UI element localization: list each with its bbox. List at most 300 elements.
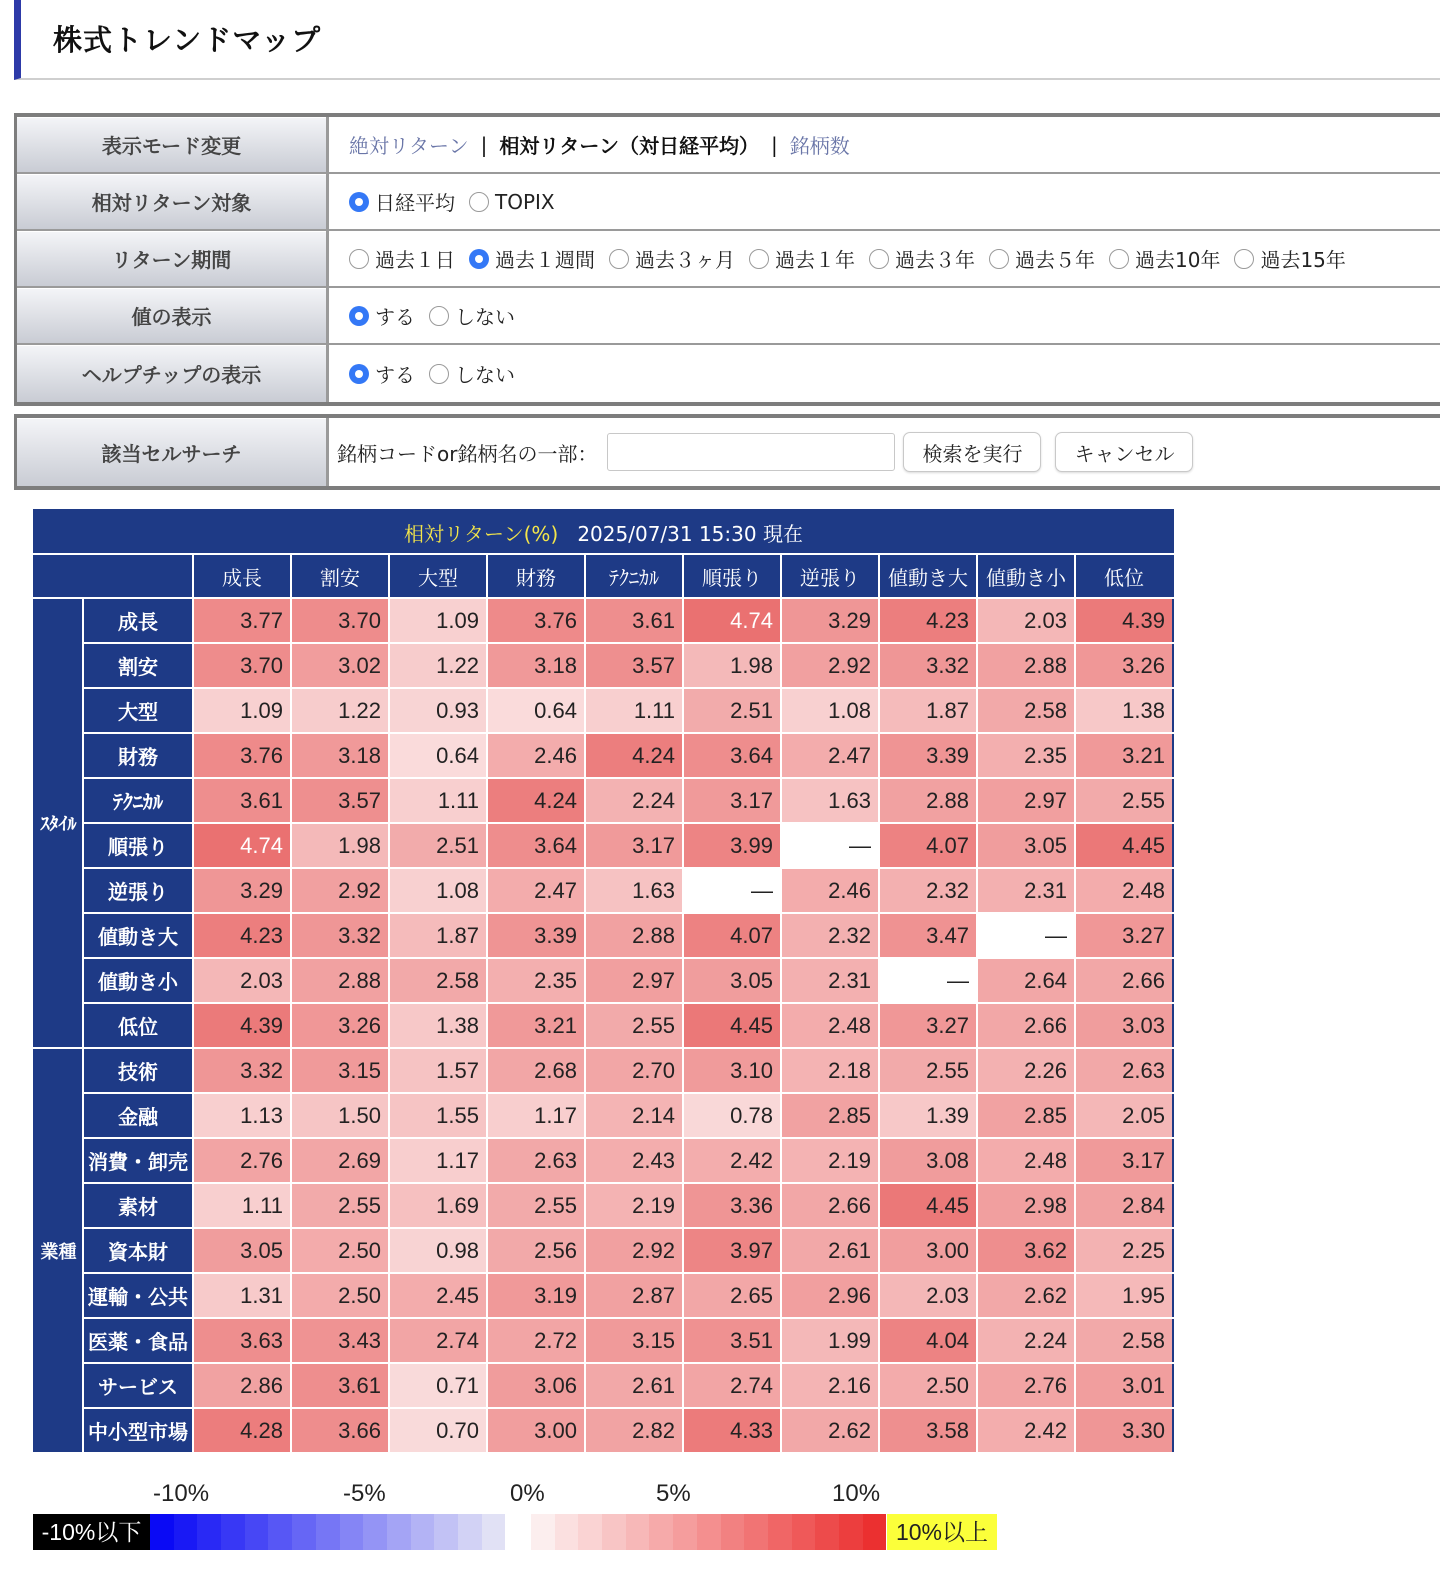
heatmap-cell[interactable]: 2.72 (487, 1318, 585, 1363)
heatmap-cell[interactable]: 4.39 (193, 1003, 291, 1048)
heatmap-cell[interactable]: 2.55 (487, 1183, 585, 1228)
heatmap-cell[interactable]: 2.58 (389, 958, 487, 1003)
show-helpchip-label: ヘルプチップの表示 (17, 345, 329, 402)
row-header: 中小型市場 (83, 1408, 193, 1453)
legend-swatch (673, 1514, 697, 1550)
heatmap-cell[interactable]: 1.11 (193, 1183, 291, 1228)
heatmap-cell[interactable]: 2.76 (193, 1138, 291, 1183)
return-period-row (17, 231, 1440, 288)
heatmap-cell[interactable]: 2.87 (585, 1273, 683, 1318)
group-header: ｽﾀｲﾙ (34, 598, 83, 1048)
heatmap-cell[interactable]: 2.82 (585, 1408, 683, 1453)
table-row (34, 1003, 1173, 1048)
heatmap-cell[interactable]: 4.07 (683, 913, 781, 958)
heatmap-cell[interactable]: 3.64 (683, 733, 781, 778)
heatmap-cell[interactable]: 2.66 (781, 1183, 879, 1228)
radio-option[interactable] (349, 187, 455, 216)
column-header-row (34, 554, 1173, 598)
legend-swatch (363, 1514, 387, 1550)
heatmap-cell[interactable]: 2.63 (1075, 1048, 1173, 1093)
heatmap-cell[interactable]: 1.69 (389, 1183, 487, 1228)
heatmap-cell[interactable]: 2.62 (781, 1408, 879, 1453)
table-row (34, 823, 1173, 868)
search-input[interactable] (607, 433, 895, 471)
legend-swatch (602, 1514, 626, 1550)
heatmap-cell[interactable]: 3.27 (1075, 913, 1173, 958)
heatmap-cell[interactable]: 2.55 (585, 1003, 683, 1048)
header-corner (34, 554, 193, 598)
radio-unchecked-icon[interactable] (869, 249, 889, 269)
heatmap-cell[interactable]: 3.17 (683, 778, 781, 823)
heatmap-cell[interactable]: 3.06 (487, 1363, 585, 1408)
heatmap-cell[interactable]: 3.99 (683, 823, 781, 868)
column-header: 逆張り (781, 554, 879, 598)
legend-low-swatch: -10%以下 (33, 1514, 150, 1550)
radio-checked-icon[interactable] (469, 249, 489, 269)
heatmap-cell[interactable]: 1.55 (389, 1093, 487, 1138)
show-helpchip-row (17, 345, 1440, 402)
heatmap-cell[interactable]: 2.25 (1075, 1228, 1173, 1273)
heatmap-cell[interactable]: 3.18 (291, 733, 389, 778)
heatmap-cell[interactable]: 2.31 (781, 958, 879, 1003)
heatmap-cell[interactable]: 2.55 (1075, 778, 1173, 823)
heatmap-cell[interactable]: 3.21 (1075, 733, 1173, 778)
heatmap-cell[interactable]: 4.45 (683, 1003, 781, 1048)
row-header: 財務 (83, 733, 193, 778)
heatmap-cell[interactable]: 1.57 (389, 1048, 487, 1093)
radio-label: 過去１週間 (495, 248, 595, 272)
heatmap-cell[interactable]: 3.39 (487, 913, 585, 958)
table-row (34, 733, 1173, 778)
caption-row (34, 510, 1173, 554)
heatmap-cell[interactable]: 2.05 (1075, 1093, 1173, 1138)
heatmap-cell[interactable]: 2.68 (487, 1048, 585, 1093)
heatmap-cell[interactable]: 3.15 (585, 1318, 683, 1363)
heatmap-cell[interactable]: 2.35 (487, 958, 585, 1003)
table-row (34, 1228, 1173, 1273)
radio-option[interactable] (869, 244, 975, 273)
radio-checked-icon[interactable] (349, 192, 369, 212)
heatmap-cell[interactable]: 4.39 (1075, 598, 1173, 643)
radio-label: 過去５年 (1015, 248, 1095, 272)
heatmap-cell[interactable]: 3.27 (879, 1003, 977, 1048)
heatmap-cell[interactable]: 4.23 (879, 598, 977, 643)
radio-unchecked-icon[interactable] (469, 192, 489, 212)
heatmap-cell[interactable]: 2.03 (977, 598, 1075, 643)
radio-option[interactable] (609, 244, 735, 273)
heatmap-cell[interactable]: 3.18 (487, 643, 585, 688)
heatmap-cell[interactable]: 3.64 (487, 823, 585, 868)
heatmap-cell[interactable]: 3.39 (879, 733, 977, 778)
radio-option[interactable] (469, 244, 595, 273)
heatmap-cell[interactable]: 2.55 (879, 1048, 977, 1093)
radio-unchecked-icon[interactable] (429, 306, 449, 326)
heatmap-cell[interactable]: 4.74 (193, 823, 291, 868)
heatmap-cell[interactable]: 1.98 (683, 643, 781, 688)
heatmap-cell[interactable]: 1.63 (585, 868, 683, 913)
radio-label: 過去１日 (375, 248, 455, 272)
heatmap-cell[interactable]: 2.48 (977, 1138, 1075, 1183)
heatmap-cell[interactable]: 3.05 (193, 1228, 291, 1273)
radio-unchecked-icon[interactable] (1109, 249, 1129, 269)
relative-target-row (17, 174, 1440, 231)
radio-label: 過去１年 (775, 248, 855, 272)
heatmap-cell[interactable]: 0.78 (683, 1093, 781, 1138)
heatmap-cell[interactable]: 1.39 (879, 1093, 977, 1138)
legend-swatch (150, 1514, 174, 1550)
heatmap-cell[interactable]: 0.64 (389, 733, 487, 778)
legend-swatch (578, 1514, 602, 1550)
table-row (34, 1183, 1173, 1228)
heatmap-cell[interactable]: 1.98 (291, 823, 389, 868)
legend-high-swatch: 10%以上 (887, 1514, 997, 1550)
display-mode-options (329, 117, 1440, 172)
heatmap-cell[interactable]: 2.76 (977, 1363, 1075, 1408)
heatmap-cell[interactable]: 1.17 (487, 1093, 585, 1138)
radio-option[interactable] (349, 244, 455, 273)
radio-option[interactable] (429, 301, 515, 330)
column-header: 低位 (1075, 554, 1173, 598)
heatmap-cell[interactable]: — (977, 913, 1075, 958)
heatmap-cell[interactable]: 2.97 (585, 958, 683, 1003)
heatmap-cell[interactable]: 4.45 (879, 1183, 977, 1228)
radio-checked-icon[interactable] (349, 306, 369, 326)
heatmap-cell[interactable]: 3.17 (585, 823, 683, 868)
heatmap-table (33, 509, 1174, 1454)
heatmap-cell[interactable]: 1.63 (781, 778, 879, 823)
heatmap-cell[interactable]: 3.05 (683, 958, 781, 1003)
radio-option[interactable] (349, 359, 415, 388)
search-submit-button[interactable]: 検索を実行 (903, 432, 1041, 472)
heatmap-cell[interactable]: 2.26 (977, 1048, 1075, 1093)
heatmap-cell[interactable]: 4.74 (683, 598, 781, 643)
legend-tick: 5% (656, 1480, 691, 1507)
heatmap-cell[interactable]: 3.05 (977, 823, 1075, 868)
radio-option[interactable] (1109, 244, 1220, 273)
heatmap-cell[interactable]: 3.47 (879, 913, 977, 958)
group-header: 業種 (34, 1048, 83, 1453)
heatmap-cell[interactable]: 2.92 (781, 643, 879, 688)
legend-swatch (697, 1514, 721, 1550)
heatmap-cell[interactable]: 1.08 (389, 868, 487, 913)
heatmap-cell[interactable]: 1.17 (389, 1138, 487, 1183)
search-label: 該当セルサーチ (17, 418, 329, 486)
heatmap-cell[interactable]: 3.21 (487, 1003, 585, 1048)
heatmap-cell[interactable]: 2.69 (291, 1138, 389, 1183)
legend-swatch (768, 1514, 792, 1550)
column-header: 割安 (291, 554, 389, 598)
heatmap-cell[interactable]: 2.61 (585, 1363, 683, 1408)
heatmap-cell[interactable]: 2.35 (977, 733, 1075, 778)
heatmap-cell[interactable]: 2.88 (879, 778, 977, 823)
return-period-label: リターン期間 (17, 231, 329, 286)
heatmap-cell[interactable]: 0.70 (389, 1408, 487, 1453)
heatmap-cell[interactable]: 2.61 (781, 1228, 879, 1273)
heatmap-cell[interactable]: 3.43 (291, 1318, 389, 1363)
heatmap-cell[interactable]: 3.32 (193, 1048, 291, 1093)
heatmap-cell[interactable]: 2.24 (585, 778, 683, 823)
heatmap-cell[interactable]: 2.46 (487, 733, 585, 778)
show-values-label: 値の表示 (17, 288, 329, 343)
heatmap-cell[interactable]: 0.64 (487, 688, 585, 733)
heatmap-cell[interactable]: 2.03 (879, 1273, 977, 1318)
heatmap-cell[interactable]: 2.42 (977, 1408, 1075, 1453)
row-header: 低位 (83, 1003, 193, 1048)
heatmap-cell[interactable]: 3.62 (977, 1228, 1075, 1273)
mode-absolute-link[interactable]: 絶対リターン (349, 134, 469, 158)
heatmap-cell[interactable]: 1.09 (193, 688, 291, 733)
heatmap-cell[interactable]: 2.51 (389, 823, 487, 868)
heatmap-cell[interactable]: 2.42 (683, 1138, 781, 1183)
heatmap-cell[interactable]: 3.26 (1075, 643, 1173, 688)
caption-timestamp: 2025/07/31 15:30 現在 (577, 521, 803, 546)
show-values-row (17, 288, 1440, 345)
heatmap-cell[interactable]: 4.45 (1075, 823, 1173, 868)
heatmap-cell[interactable]: 1.38 (1075, 688, 1173, 733)
heatmap-cell[interactable]: 1.31 (193, 1273, 291, 1318)
heatmap-cell[interactable]: 2.92 (585, 1228, 683, 1273)
heatmap-cell[interactable]: 2.19 (585, 1183, 683, 1228)
heatmap-cell[interactable]: 3.01 (1075, 1363, 1173, 1408)
heatmap-cell[interactable]: 4.33 (683, 1408, 781, 1453)
heatmap-cell[interactable]: 1.11 (585, 688, 683, 733)
page-header (14, 0, 1440, 80)
heatmap-cell[interactable]: 3.26 (291, 1003, 389, 1048)
legend-swatch (292, 1514, 316, 1550)
heatmap-cell[interactable]: 2.88 (291, 958, 389, 1003)
heatmap-cell[interactable]: 4.07 (879, 823, 977, 868)
radio-unchecked-icon[interactable] (349, 249, 369, 269)
settings-panel (14, 113, 1440, 406)
column-header: ﾃｸﾆｶﾙ (585, 554, 683, 598)
mode-count-link[interactable]: 銘柄数 (789, 134, 850, 158)
heatmap-cell[interactable]: 3.57 (585, 643, 683, 688)
heatmap-cell[interactable]: 1.87 (389, 913, 487, 958)
legend-swatch (458, 1514, 482, 1550)
heatmap-cell[interactable]: 2.64 (977, 958, 1075, 1003)
legend-swatch (174, 1514, 198, 1550)
search-row (17, 418, 1440, 486)
heatmap-cell[interactable]: 3.00 (879, 1228, 977, 1273)
heatmap-cell[interactable]: 4.28 (193, 1408, 291, 1453)
heatmap-cell[interactable]: 3.36 (683, 1183, 781, 1228)
show-helpchip-options (329, 345, 1440, 402)
heatmap-cell[interactable]: 2.50 (291, 1228, 389, 1273)
heatmap-cell[interactable]: 4.04 (879, 1318, 977, 1363)
search-cancel-button[interactable]: キャンセル (1055, 432, 1193, 472)
heatmap-cell[interactable]: 2.63 (487, 1138, 585, 1183)
heatmap-cell[interactable]: 1.38 (389, 1003, 487, 1048)
heatmap-cell[interactable]: 2.74 (683, 1363, 781, 1408)
heatmap-cell[interactable]: — (683, 868, 781, 913)
heatmap-cell[interactable]: 2.58 (977, 688, 1075, 733)
radio-option[interactable] (429, 359, 515, 388)
heatmap-cell[interactable]: 1.22 (389, 643, 487, 688)
heatmap-cell[interactable]: 2.47 (487, 868, 585, 913)
heatmap-cell[interactable]: 2.66 (1075, 958, 1173, 1003)
heatmap-cell[interactable]: 3.32 (291, 913, 389, 958)
radio-option[interactable] (349, 301, 415, 330)
heatmap-wrapper (33, 509, 1174, 1454)
heatmap-cell[interactable]: 3.08 (879, 1138, 977, 1183)
table-row (34, 1273, 1173, 1318)
legend-swatch (221, 1514, 245, 1550)
heatmap-cell[interactable]: 2.66 (977, 1003, 1075, 1048)
radio-label: 過去３年 (895, 248, 975, 272)
heatmap-cell[interactable]: 1.95 (1075, 1273, 1173, 1318)
return-period-options (329, 231, 1440, 286)
heatmap-cell[interactable]: 3.03 (1075, 1003, 1173, 1048)
heatmap-cell[interactable]: 3.29 (193, 868, 291, 913)
heatmap-cell[interactable]: 2.03 (193, 958, 291, 1003)
radio-unchecked-icon[interactable] (989, 249, 1009, 269)
heatmap-cell[interactable]: 3.30 (1075, 1408, 1173, 1453)
heatmap-cell[interactable]: 2.24 (977, 1318, 1075, 1363)
heatmap-cell[interactable]: 3.10 (683, 1048, 781, 1093)
heatmap-cell[interactable]: 3.70 (291, 598, 389, 643)
heatmap-cell[interactable]: 2.16 (781, 1363, 879, 1408)
table-row (34, 958, 1173, 1003)
heatmap-cell[interactable]: 2.14 (585, 1093, 683, 1138)
heatmap-cell[interactable]: 2.43 (585, 1138, 683, 1183)
heatmap-cell[interactable]: 2.32 (879, 868, 977, 913)
row-header: 値動き大 (83, 913, 193, 958)
column-header: 成長 (193, 554, 291, 598)
heatmap-cell[interactable]: 3.63 (193, 1318, 291, 1363)
heatmap-cell[interactable]: 2.84 (1075, 1183, 1173, 1228)
search-prompt: 銘柄コードor銘柄名の一部： (337, 441, 598, 466)
heatmap-cell[interactable]: 2.85 (781, 1093, 879, 1138)
legend-swatch (387, 1514, 411, 1550)
table-row (34, 598, 1173, 643)
heatmap-cell[interactable]: 3.29 (781, 598, 879, 643)
mode-relative-current: 相対リターン（対日経平均） (499, 134, 759, 158)
heatmap-cell[interactable]: 1.08 (781, 688, 879, 733)
heatmap-cell[interactable]: 0.93 (389, 688, 487, 733)
radio-label: しない (455, 305, 515, 329)
row-header: 医薬・食品 (83, 1318, 193, 1363)
show-values-options (329, 288, 1440, 343)
heatmap-cell[interactable]: 3.70 (193, 643, 291, 688)
heatmap-cell[interactable]: 2.47 (781, 733, 879, 778)
table-row (34, 1408, 1173, 1453)
heatmap-cell[interactable]: 2.62 (977, 1273, 1075, 1318)
search-panel (14, 414, 1440, 490)
heatmap-cell[interactable]: 2.92 (291, 868, 389, 913)
heatmap-cell[interactable]: 2.50 (879, 1363, 977, 1408)
heatmap-cell[interactable]: 2.88 (977, 643, 1075, 688)
heatmap-cell[interactable]: 3.58 (879, 1408, 977, 1453)
heatmap-cell[interactable]: 2.56 (487, 1228, 585, 1273)
heatmap-cell[interactable]: 2.85 (977, 1093, 1075, 1138)
radio-option[interactable] (989, 244, 1095, 273)
radio-unchecked-icon[interactable] (609, 249, 629, 269)
heatmap-cell[interactable]: 2.18 (781, 1048, 879, 1093)
heatmap-cell[interactable]: 3.61 (585, 598, 683, 643)
heatmap-cell[interactable]: 3.17 (1075, 1138, 1173, 1183)
heatmap-cell[interactable]: 3.19 (487, 1273, 585, 1318)
heatmap-cell[interactable]: 3.77 (193, 598, 291, 643)
heatmap-cell[interactable]: 3.51 (683, 1318, 781, 1363)
column-header: 値動き小 (977, 554, 1075, 598)
heatmap-cell[interactable]: — (879, 958, 977, 1003)
heatmap-cell[interactable]: 3.02 (291, 643, 389, 688)
heatmap-cell[interactable]: 3.76 (193, 733, 291, 778)
heatmap-cell[interactable]: 1.99 (781, 1318, 879, 1363)
radio-checked-icon[interactable] (349, 364, 369, 384)
radio-unchecked-icon[interactable] (429, 364, 449, 384)
heatmap-cell[interactable]: 2.88 (585, 913, 683, 958)
heatmap-cell[interactable]: 3.00 (487, 1408, 585, 1453)
heatmap-cell[interactable]: 2.86 (193, 1363, 291, 1408)
heatmap-cell[interactable]: 0.98 (389, 1228, 487, 1273)
radio-unchecked-icon[interactable] (1234, 249, 1254, 269)
heatmap-cell[interactable]: 2.74 (389, 1318, 487, 1363)
radio-option[interactable] (469, 190, 555, 214)
radio-unchecked-icon[interactable] (749, 249, 769, 269)
heatmap-cell[interactable]: 2.55 (291, 1183, 389, 1228)
heatmap-cell[interactable]: 2.65 (683, 1273, 781, 1318)
heatmap-cell[interactable]: 2.32 (781, 913, 879, 958)
heatmap-cell[interactable]: 2.48 (1075, 868, 1173, 913)
radio-option[interactable] (749, 244, 855, 273)
mode-separator: | (770, 132, 778, 157)
heatmap-cell[interactable]: 1.50 (291, 1093, 389, 1138)
row-header: 大型 (83, 688, 193, 733)
table-row (34, 1138, 1173, 1183)
heatmap-cell[interactable]: 3.61 (291, 1363, 389, 1408)
legend-swatch (411, 1514, 435, 1550)
heatmap-cell[interactable]: 1.13 (193, 1093, 291, 1138)
heatmap-caption (34, 510, 1173, 554)
radio-option[interactable] (1234, 244, 1345, 273)
heatmap-cell[interactable]: 2.97 (977, 778, 1075, 823)
heatmap-cell[interactable]: 2.31 (977, 868, 1075, 913)
heatmap-cell[interactable]: 1.11 (389, 778, 487, 823)
legend-swatch (340, 1514, 364, 1550)
heatmap-cell[interactable]: 2.70 (585, 1048, 683, 1093)
legend-swatch (721, 1514, 745, 1550)
radio-label: 日経平均 (375, 191, 455, 215)
radio-label: 過去15年 (1260, 248, 1346, 272)
heatmap-cell[interactable]: — (781, 823, 879, 868)
heatmap-cell[interactable]: 2.48 (781, 1003, 879, 1048)
heatmap-cell[interactable]: 3.15 (291, 1048, 389, 1093)
heatmap-cell[interactable]: 2.96 (781, 1273, 879, 1318)
heatmap-cell[interactable]: 4.24 (487, 778, 585, 823)
heatmap-cell[interactable]: 2.51 (683, 688, 781, 733)
heatmap-cell[interactable]: 4.23 (193, 913, 291, 958)
heatmap-cell[interactable]: 0.71 (389, 1363, 487, 1408)
heatmap-cell[interactable]: 3.57 (291, 778, 389, 823)
heatmap-cell[interactable]: 2.46 (781, 868, 879, 913)
table-row (34, 643, 1173, 688)
heatmap-cell[interactable]: 1.09 (389, 598, 487, 643)
heatmap-cell[interactable]: 2.58 (1075, 1318, 1173, 1363)
heatmap-cell[interactable]: 2.45 (389, 1273, 487, 1318)
heatmap-cell[interactable]: 4.24 (585, 733, 683, 778)
heatmap-cell[interactable]: 2.98 (977, 1183, 1075, 1228)
heatmap-cell[interactable]: 1.22 (291, 688, 389, 733)
heatmap-cell[interactable]: 2.50 (291, 1273, 389, 1318)
heatmap-cell[interactable]: 3.66 (291, 1408, 389, 1453)
heatmap-cell[interactable]: 3.76 (487, 598, 585, 643)
heatmap-cell[interactable]: 2.19 (781, 1138, 879, 1183)
heatmap-cell[interactable]: 1.87 (879, 688, 977, 733)
heatmap-cell[interactable]: 3.32 (879, 643, 977, 688)
heatmap-cell[interactable]: 3.97 (683, 1228, 781, 1273)
heatmap-cell[interactable]: 3.61 (193, 778, 291, 823)
